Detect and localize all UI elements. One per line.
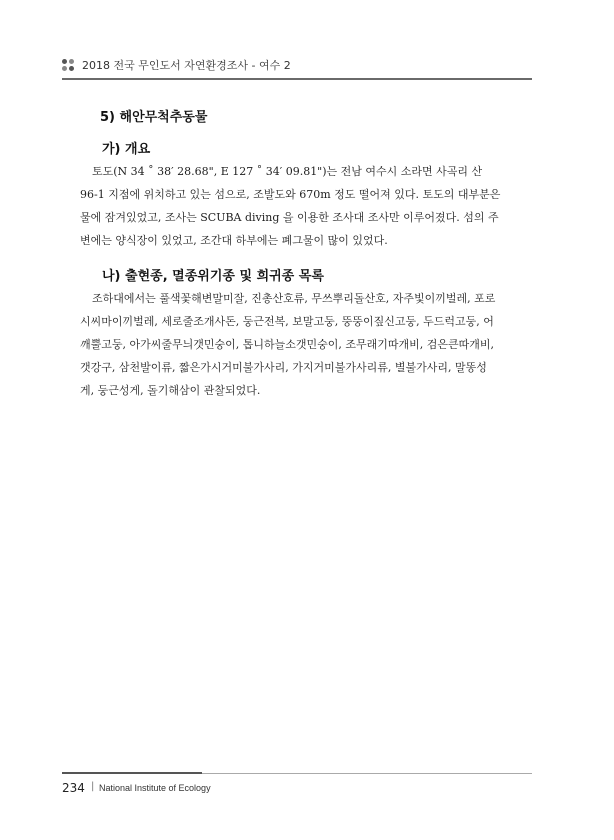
overview-paragraph (80, 160, 536, 252)
paragraph-line: 물에 잠겨있었고, 조사는 SCUBA diving 을 이용한 조사대 조사만 이루어졌다. 섬의 주 (80, 211, 499, 224)
footer-rule-accent (62, 772, 202, 774)
section-heading: 5) 해안무척추동물 (100, 110, 208, 125)
paragraph-line: 토도(N 34 ˚ 38′ 28.68", E 127 ˚ 34′ 09.81")는 전남 여수시 소라면 사곡리 산 (92, 165, 483, 178)
bullet-dots-icon (62, 59, 75, 72)
paragraph-line: 게, 둥근성게, 돌기해삼이 관찰되었다. (80, 384, 261, 397)
species-paragraph (80, 287, 536, 402)
running-header (62, 54, 532, 76)
footer-separator: | (91, 781, 95, 792)
paragraph-line: 96-1 지점에 위치하고 있는 섬으로, 조발도와 670m 정도 떨어져 있다. 토도의 대부분은 (80, 188, 501, 201)
header-rule (62, 78, 532, 80)
species-heading: 나) 출현종, 멸종위기종 및 희귀종 목록 (102, 269, 324, 284)
page-number: 234 (62, 781, 85, 795)
paragraph-line: 변에는 양식장이 있었고, 조간대 하부에는 폐그물이 많이 있었다. (80, 234, 388, 247)
paragraph-line: 갯강구, 삼천발이류, 짧은가시거미불가사리, 가지거미불가사리류, 별불가사리, 말똥성 (80, 361, 487, 374)
paragraph-line: 조하대에서는 풀색꽃해변말미잘, 진총산호류, 무쓰뿌리돌산호, 자주빛이끼벌레, 포로 (92, 292, 496, 305)
overview-heading: 가) 개요 (102, 142, 151, 157)
footer-organization: National Institute of Ecology (99, 783, 211, 793)
footer-rule (202, 773, 532, 774)
paragraph-line: 깨뿔고둥, 아가씨줄무늬갯민숭이, 톱니하늘소갯민숭이, 조무래기따개비, 검은큰따개비, (80, 338, 495, 351)
paragraph-line: 시씨마이끼벌레, 세로줄조개사돈, 둥근전복, 보말고둥, 뚱뚱이짚신고둥, 두드럭고둥, 어 (80, 315, 494, 328)
header-title: 2018 전국 무인도서 자연환경조사 - 여수 2 (82, 59, 291, 72)
